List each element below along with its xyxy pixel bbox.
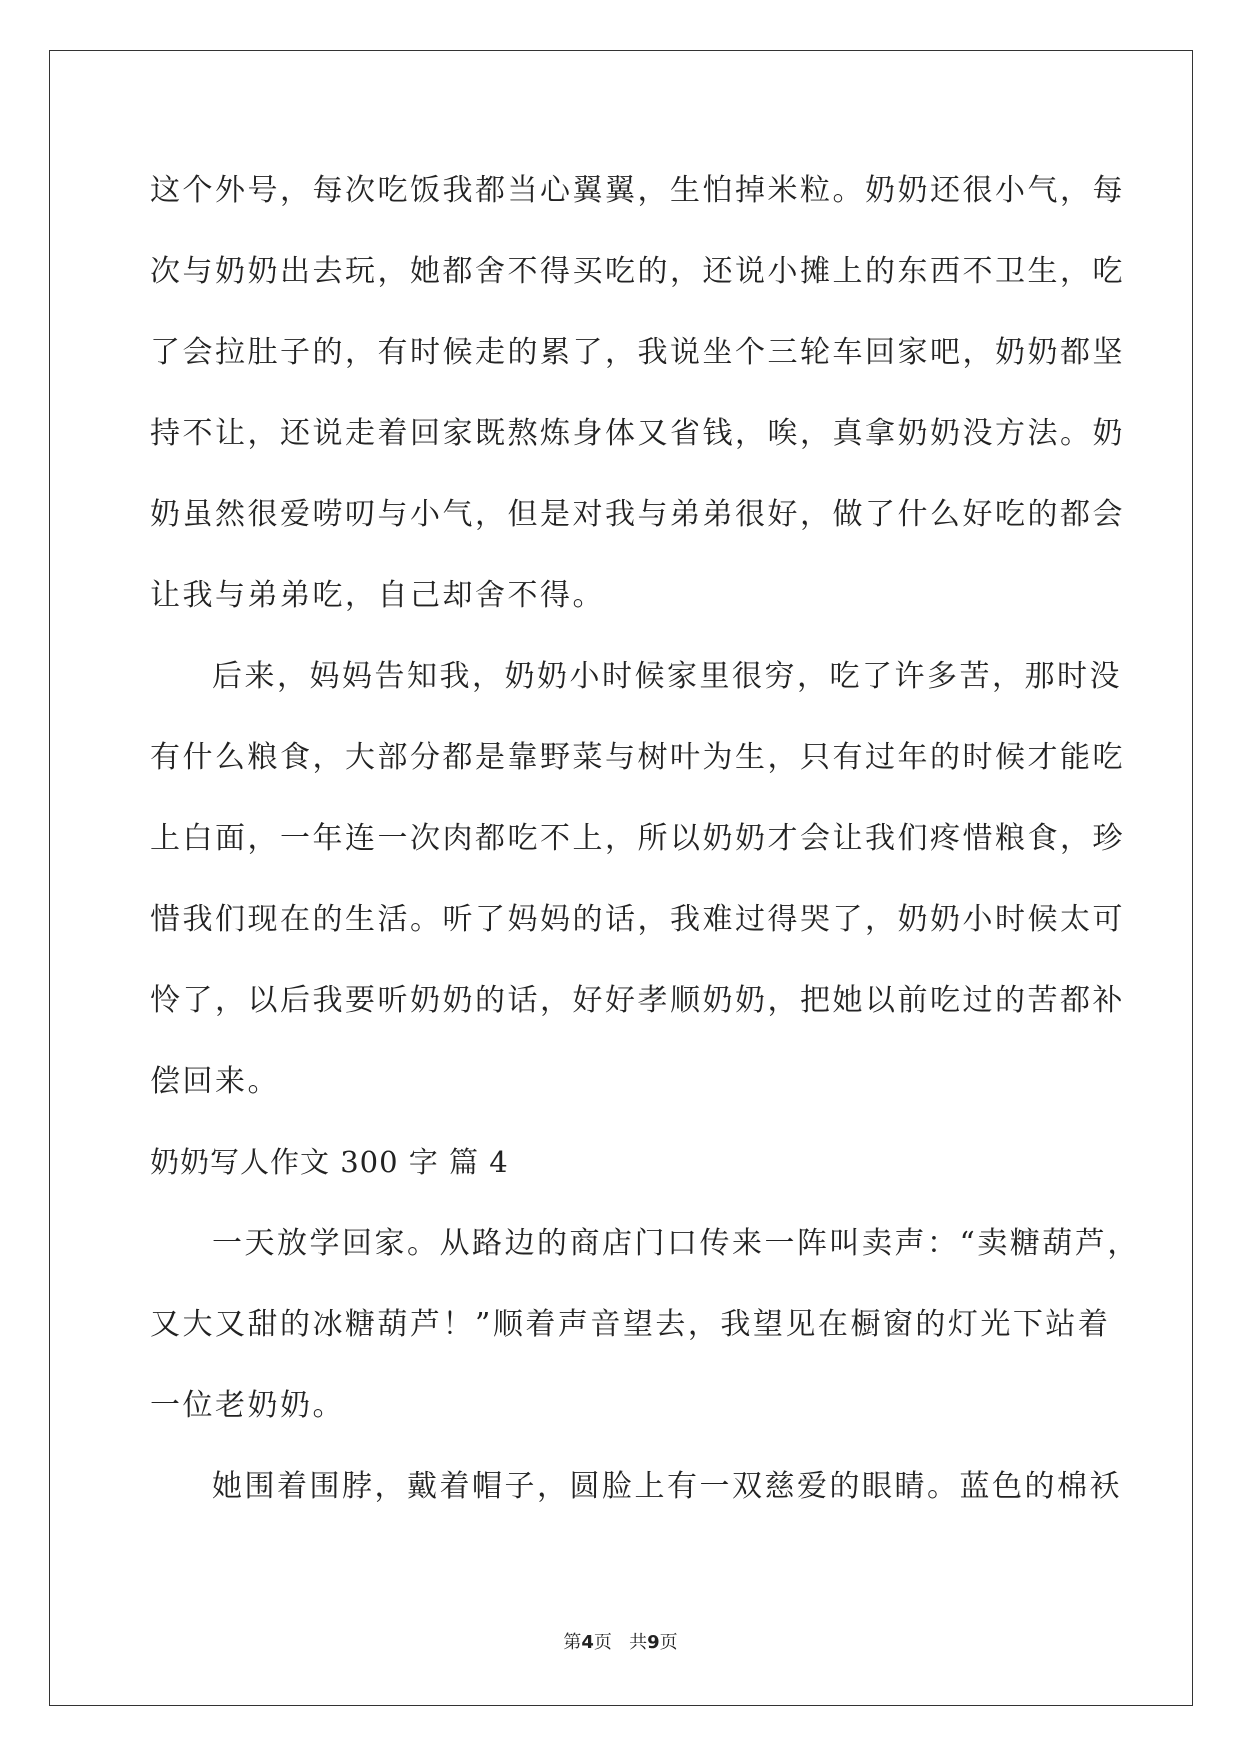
text-line: 有什么粮食，大部分都是靠野菜与树叶为生，只有过年的时候才能吃 <box>150 740 1125 775</box>
text-line: 奶虽然很爱唠叨与小气，但是对我与弟弟很好，做了什么好吃的都会 <box>150 497 1125 532</box>
text-line: 持不让，还说走着回家既熬炼身体又省钱，唉，真拿奶奶没方法。奶 <box>150 416 1125 451</box>
paragraph-start-line: 一天放学回家。从路边的商店门口传来一阵叫卖声：“卖糖葫芦， <box>212 1226 1140 1261</box>
document-body <box>150 150 1140 1527</box>
text-line: 这个外号，每次吃饭我都当心翼翼，生怕掉米粒。奶奶还很小气，每 <box>150 173 1125 208</box>
text-line: 怜了，以后我要听奶奶的话，好好孝顺奶奶，把她以前吃过的苦都补 <box>150 983 1125 1018</box>
text-line: 次与奶奶出去玩，她都舍不得买吃的，还说小摊上的东西不卫生，吃 <box>150 254 1125 289</box>
text-line: 让我与弟弟吃，自己却舍不得。 <box>150 578 605 613</box>
footer-prefix: 第 <box>563 1632 582 1653</box>
text-line: 了会拉肚子的，有时候走的累了，我说坐个三轮车回家吧，奶奶都坚 <box>150 335 1125 370</box>
text-line: 上白面，一年连一次肉都吃不上，所以奶奶才会让我们疼惜粮食，珍 <box>150 821 1125 856</box>
text-line: 又大又甜的冰糖葫芦！”顺着声音望去，我望见在橱窗的灯光下站着 <box>150 1307 1111 1342</box>
total-page-number: 9 <box>647 1632 660 1653</box>
section-heading: 奶奶写人作文 300 字 篇 4 <box>150 1145 509 1179</box>
footer-middle: 页 共 <box>593 1632 648 1653</box>
text-line: 一位老奶奶。 <box>150 1388 345 1423</box>
text-line: 惜我们现在的生活。听了妈妈的话，我难过得哭了，奶奶小时候太可 <box>150 902 1125 937</box>
paragraph-start-line: 后来，妈妈告知我，奶奶小时候家里很穷，吃了许多苦，那时没 <box>212 659 1122 694</box>
text-line: 偿回来。 <box>150 1064 280 1099</box>
footer-suffix: 页 <box>659 1632 678 1653</box>
paragraph-start-line: 她围着围脖，戴着帽子，圆脸上有一双慈爱的眼睛。蓝色的棉袄 <box>212 1469 1122 1504</box>
current-page-number: 4 <box>581 1632 594 1653</box>
page-footer <box>0 1628 1241 1654</box>
